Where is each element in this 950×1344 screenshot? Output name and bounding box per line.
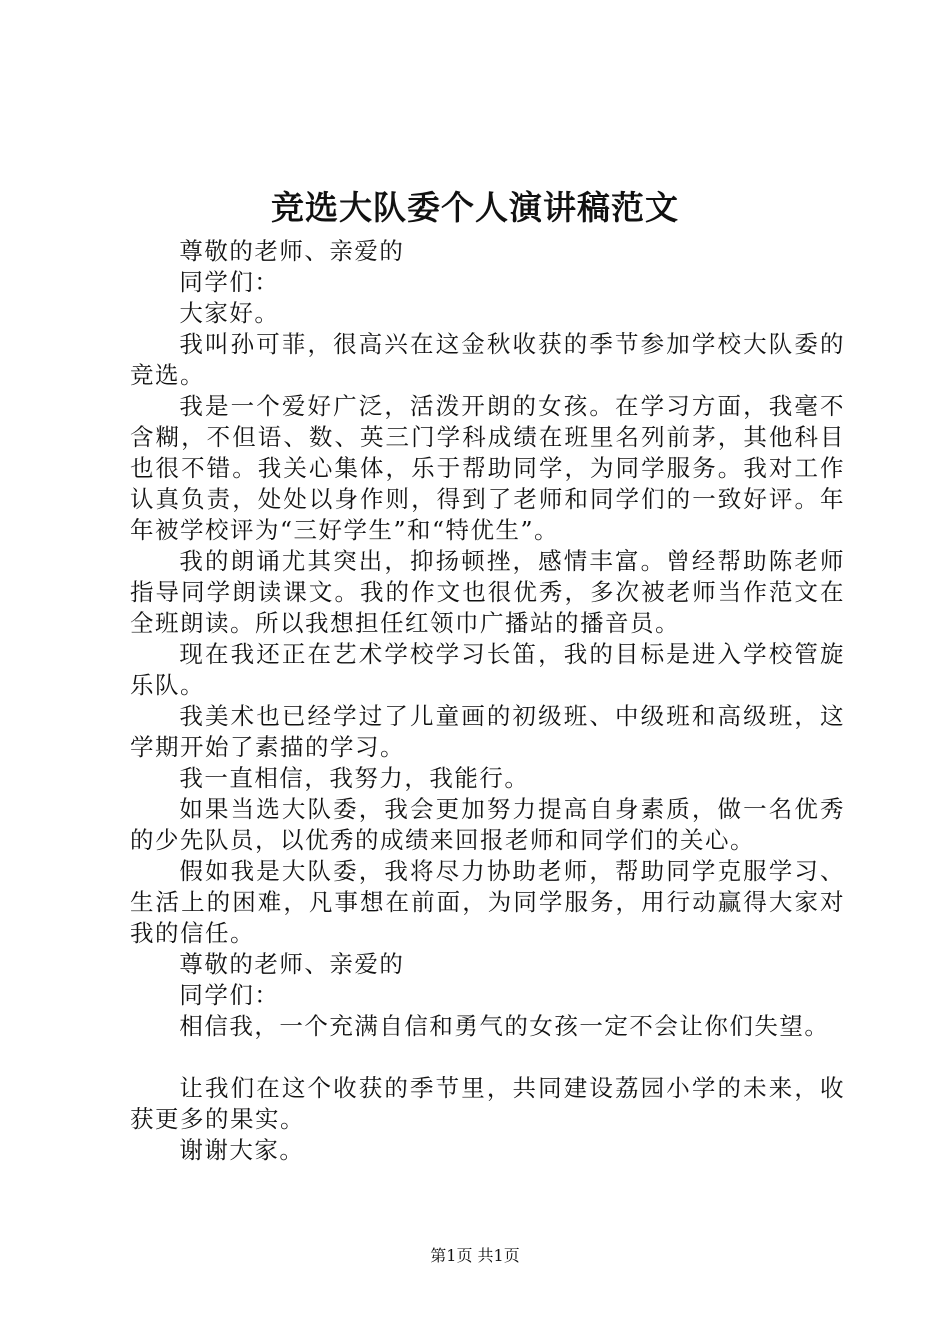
paragraph: 同学们： bbox=[179, 981, 280, 1009]
document-body bbox=[130, 236, 845, 1166]
paragraph: 假如我是大队委，我将尽力协助老师，帮助同学克服学习、生活上的困难，凡事想在前面，为同学服务，用行动赢得大家对我的信任。 bbox=[130, 857, 845, 947]
paragraph: 谢谢大家。 bbox=[179, 1136, 305, 1164]
paragraph: 现在我还正在艺术学校学习长笛，我的目标是进入学校管旋乐队。 bbox=[130, 640, 845, 699]
page-footer: 第1页 共1页 bbox=[430, 1246, 520, 1265]
paragraph: 尊敬的老师、亲爱的 bbox=[179, 237, 405, 265]
paragraph: 我叫孙可菲，很高兴在这金秋收获的季节参加学校大队委的竞选。 bbox=[130, 330, 845, 389]
paragraph: 我一直相信，我努力，我能行。 bbox=[179, 764, 530, 792]
paragraph: 让我们在这个收获的季节里，共同建设荔园小学的未来，收获更多的果实。 bbox=[130, 1074, 845, 1133]
paragraph: 大家好。 bbox=[179, 299, 280, 327]
blank-line bbox=[130, 1042, 845, 1073]
paragraph: 我美术也已经学过了儿童画的初级班、中级班和高级班，这学期开始了素描的学习。 bbox=[130, 702, 845, 761]
paragraph: 同学们： bbox=[179, 268, 280, 296]
paragraph: 相信我，一个充满自信和勇气的女孩一定不会让你们失望。 bbox=[179, 1012, 830, 1040]
document-title: 竞选大队委个人演讲稿范文 bbox=[271, 188, 679, 227]
paragraph: 我是一个爱好广泛，活泼开朗的女孩。在学习方面，我毫不含糊，不但语、数、英三门学科成绩在班里名列前茅，其他科目也很不错。我关心集体，乐于帮助同学，为同学服务。我对工作认真负责，处处以身作则，得到了老师和同学们的一致好评。年年被学校评为“三好学生”和“特优生”。 bbox=[130, 392, 845, 544]
paragraph: 尊敬的老师、亲爱的 bbox=[179, 950, 405, 978]
paragraph: 如果当选大队委，我会更加努力提高自身素质，做一名优秀的少先队员，以优秀的成绩来回报老师和同学们的关心。 bbox=[130, 795, 845, 854]
paragraph: 我的朗诵尤其突出，抑扬顿挫，感情丰富。曾经帮助陈老师指导同学朗读课文。我的作文也很优秀，多次被老师当作范文在全班朗读。所以我想担任红领巾广播站的播音员。 bbox=[130, 547, 845, 637]
